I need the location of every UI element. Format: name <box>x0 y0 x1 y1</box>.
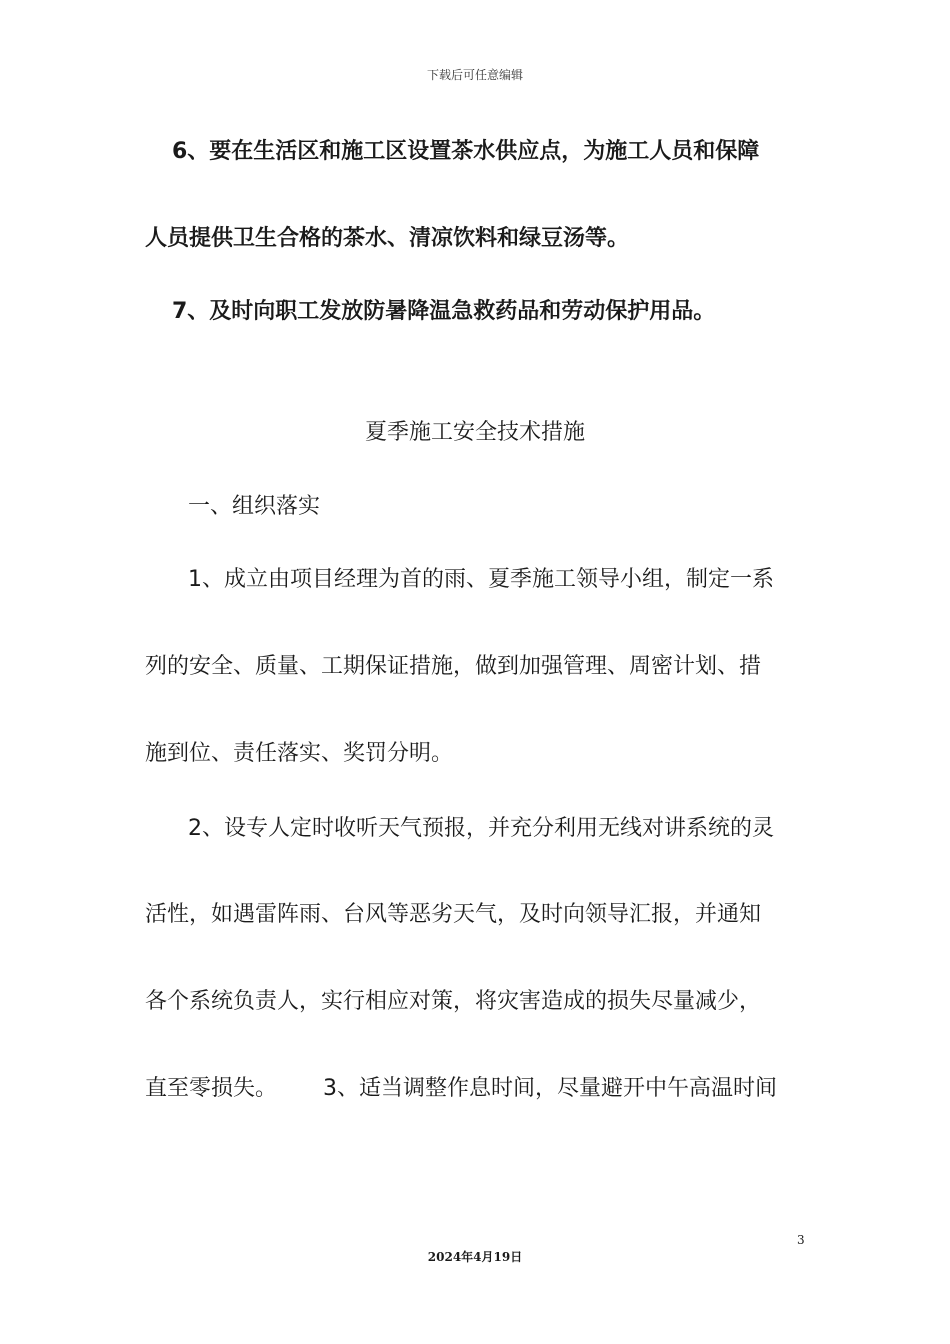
point-2-line-4 <box>145 1074 777 1104</box>
point-2-line-4-text: 直至零损失。 <box>145 1076 278 1101</box>
section-title: 夏季施工安全技术措施 <box>364 420 585 445</box>
subsection-heading: 一、组织落实 <box>188 494 321 519</box>
point-1-line-1: 1、成立由项目经理为首的雨、夏季施工领导小组，制定一系 <box>188 567 774 592</box>
point-2-line-3: 各个系统负责人，实行相应对策，将灾害造成的损失尽量减少， <box>145 989 762 1014</box>
footer-date: 2024年4月19日 <box>427 1250 523 1264</box>
point-1-line-3: 施到位、责任落实、奖罚分明。 <box>145 741 454 766</box>
item-7: 7、及时向职工发放防暑降温急救药品和劳动保护用品。 <box>172 299 716 324</box>
point-2-line-1: 2、设专人定时收听天气预报，并充分利用无线对讲系统的灵 <box>188 816 774 841</box>
item-6-line-1: 6、要在生活区和施工区设置茶水供应点，为施工人员和保障 <box>172 139 760 164</box>
item-6-line-2: 人员提供卫生合格的茶水、清凉饮料和绿豆汤等。 <box>145 226 630 251</box>
point-1-line-2: 列的安全、质量、工期保证措施，做到加强管理、周密计划、措 <box>145 654 762 679</box>
header-note: 下载后可任意编辑 <box>426 68 523 82</box>
point-3-line-1: 3、适当调整作息时间，尽量避开中午高温时间 <box>323 1076 778 1101</box>
page-number: 3 <box>797 1233 805 1247</box>
point-2-line-2: 活性，如遇雷阵雨、台风等恶劣天气，及时向领导汇报，并通知 <box>145 902 762 927</box>
